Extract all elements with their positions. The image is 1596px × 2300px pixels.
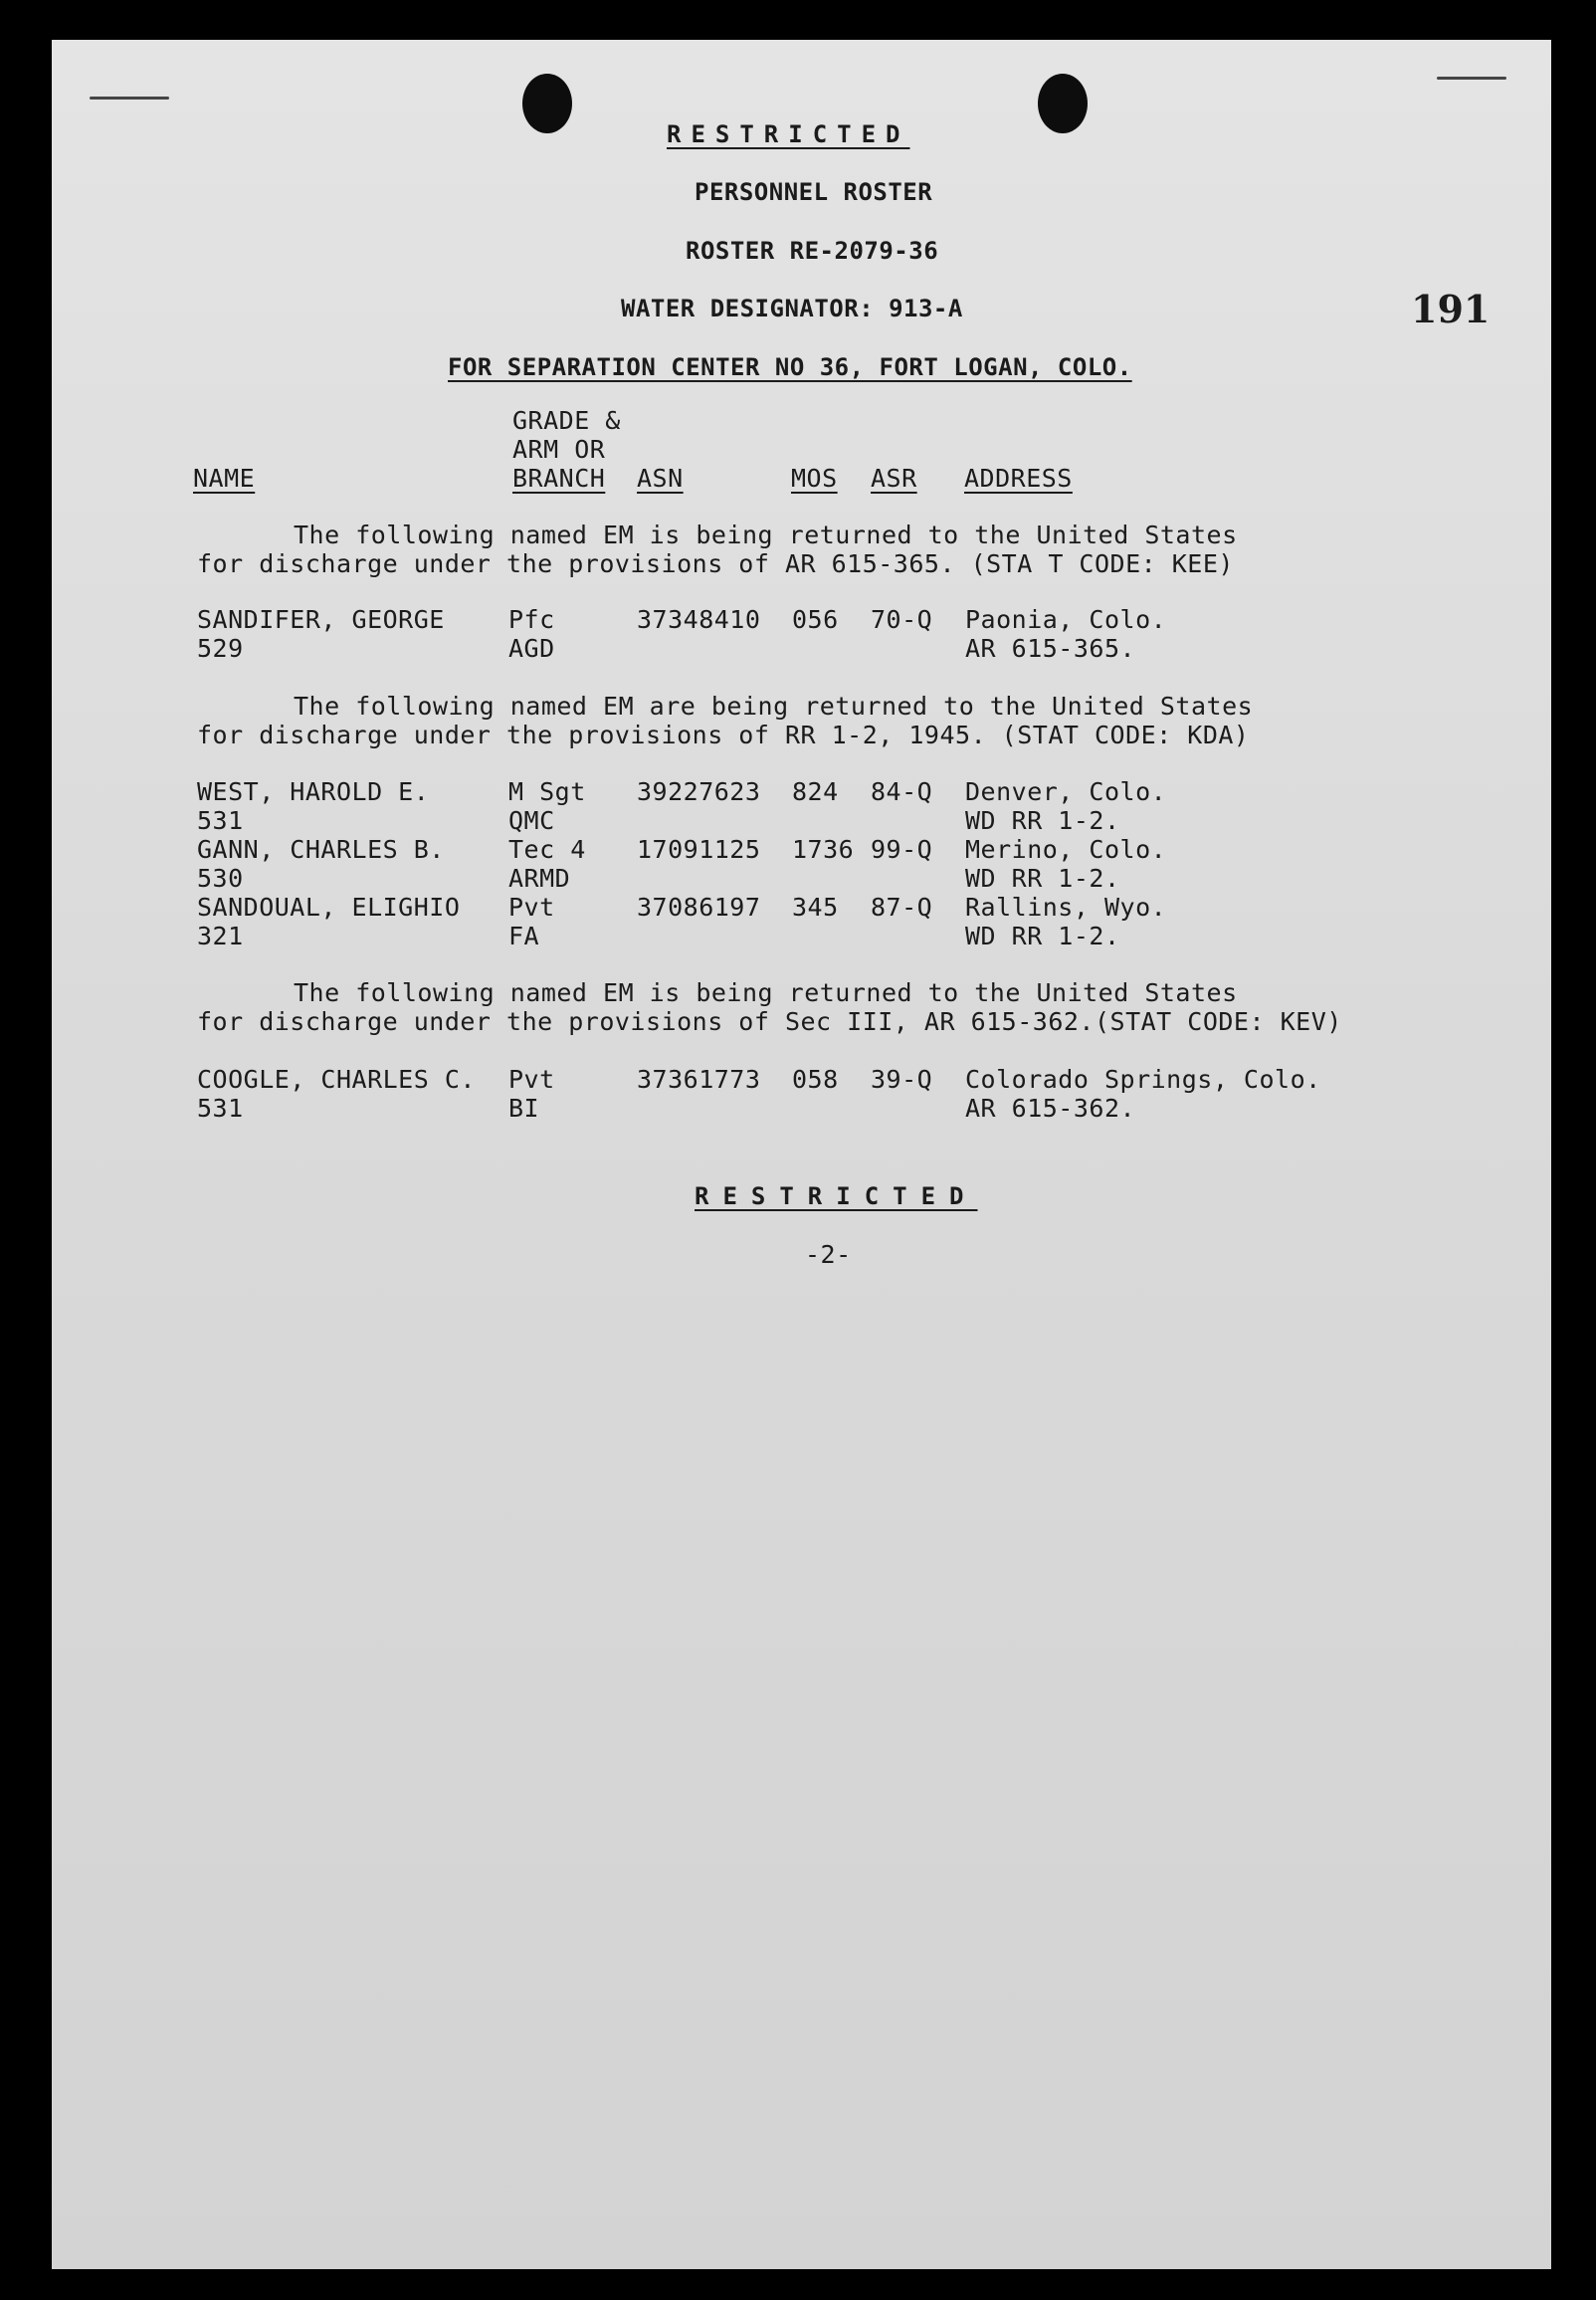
group-intro-line2: for discharge under the provisions of Sec III, AR 615-362.(STAT CODE: KEV) xyxy=(197,1007,1342,1036)
entry-branch: ARMD xyxy=(508,864,571,893)
entry-address: Paonia, Colo. xyxy=(965,605,1167,634)
column-grade-line3: BRANCH xyxy=(512,464,606,493)
entry-mos: 056 xyxy=(792,605,839,634)
column-asn: ASN xyxy=(637,464,684,493)
entry-name: GANN, CHARLES B. xyxy=(197,835,445,864)
entry-name: WEST, HAROLD E. xyxy=(197,777,430,806)
column-asr: ASR xyxy=(871,464,917,493)
entry-asr: 99-Q xyxy=(871,835,933,864)
entry-code: 531 xyxy=(197,806,244,835)
entry-code: 531 xyxy=(197,1094,244,1123)
entry-asr: 39-Q xyxy=(871,1065,933,1094)
punch-hole-left xyxy=(522,74,572,133)
entry-branch: AGD xyxy=(508,634,555,663)
punch-hole-right xyxy=(1038,74,1088,133)
entry-address: Merino, Colo. xyxy=(965,835,1167,864)
entry-branch: FA xyxy=(508,922,540,950)
entry-grade: Pvt xyxy=(508,1065,555,1094)
entry-mos: 058 xyxy=(792,1065,839,1094)
entry-mos: 1736 xyxy=(792,835,855,864)
entry-asn: 37361773 xyxy=(637,1065,761,1094)
staple-mark-left xyxy=(90,97,169,100)
destination-line: FOR SEPARATION CENTER NO 36, FORT LOGAN, COLO. xyxy=(448,353,1132,381)
column-address: ADDRESS xyxy=(964,464,1073,493)
entry-grade: Tec 4 xyxy=(508,835,586,864)
entry-name: COOGLE, CHARLES C. xyxy=(197,1065,476,1094)
entry-authority: WD RR 1-2. xyxy=(965,864,1120,893)
column-grade-line1: GRADE & xyxy=(512,406,621,435)
column-grade-line2: ARM OR xyxy=(512,435,606,464)
entry-authority: AR 615-362. xyxy=(965,1094,1136,1123)
document-page xyxy=(52,40,1551,2269)
group-intro-line1: The following named EM are being returned to the United States xyxy=(294,692,1254,721)
roster-number: ROSTER RE-2079-36 xyxy=(686,237,939,265)
entry-asn: 37348410 xyxy=(637,605,761,634)
staple-mark-right xyxy=(1437,77,1506,80)
classification-bottom: RESTRICTED xyxy=(695,1182,978,1210)
entry-grade: Pfc xyxy=(508,605,555,634)
entry-grade: Pvt xyxy=(508,893,555,922)
classification-top: RESTRICTED xyxy=(667,120,910,148)
entry-name: SANDOUAL, ELIGHIO xyxy=(197,893,461,922)
entry-asn: 17091125 xyxy=(637,835,761,864)
entry-code: 321 xyxy=(197,922,244,950)
entry-branch: BI xyxy=(508,1094,540,1123)
entry-authority: AR 615-365. xyxy=(965,634,1136,663)
page-stamp-number: 191 xyxy=(1411,287,1491,331)
entry-address: Rallins, Wyo. xyxy=(965,893,1167,922)
group-intro-line1: The following named EM is being returned to the United States xyxy=(294,978,1238,1007)
group-intro-line2: for discharge under the provisions of AR 615-365. (STA T CODE: KEE) xyxy=(197,549,1234,578)
entry-branch: QMC xyxy=(508,806,555,835)
entry-asn: 37086197 xyxy=(637,893,761,922)
entry-mos: 824 xyxy=(792,777,839,806)
entry-asr: 70-Q xyxy=(871,605,933,634)
column-mos: MOS xyxy=(791,464,838,493)
column-name: NAME xyxy=(193,464,256,493)
entry-mos: 345 xyxy=(792,893,839,922)
entry-name: SANDIFER, GEORGE xyxy=(197,605,445,634)
entry-address: Colorado Springs, Colo. xyxy=(965,1065,1321,1094)
entry-authority: WD RR 1-2. xyxy=(965,806,1120,835)
group-intro-line2: for discharge under the provisions of RR 1-2, 1945. (STAT CODE: KDA) xyxy=(197,721,1250,749)
entry-authority: WD RR 1-2. xyxy=(965,922,1120,950)
entry-code: 529 xyxy=(197,634,244,663)
group-intro-line1: The following named EM is being returned to the United States xyxy=(294,521,1238,549)
entry-asn: 39227623 xyxy=(637,777,761,806)
entry-address: Denver, Colo. xyxy=(965,777,1167,806)
entry-asr: 87-Q xyxy=(871,893,933,922)
entry-grade: M Sgt xyxy=(508,777,586,806)
roster-title: PERSONNEL ROSTER xyxy=(695,178,933,206)
page-number: -2- xyxy=(805,1240,852,1269)
entry-asr: 84-Q xyxy=(871,777,933,806)
entry-code: 530 xyxy=(197,864,244,893)
water-designator: WATER DESIGNATOR: 913-A xyxy=(621,295,963,322)
